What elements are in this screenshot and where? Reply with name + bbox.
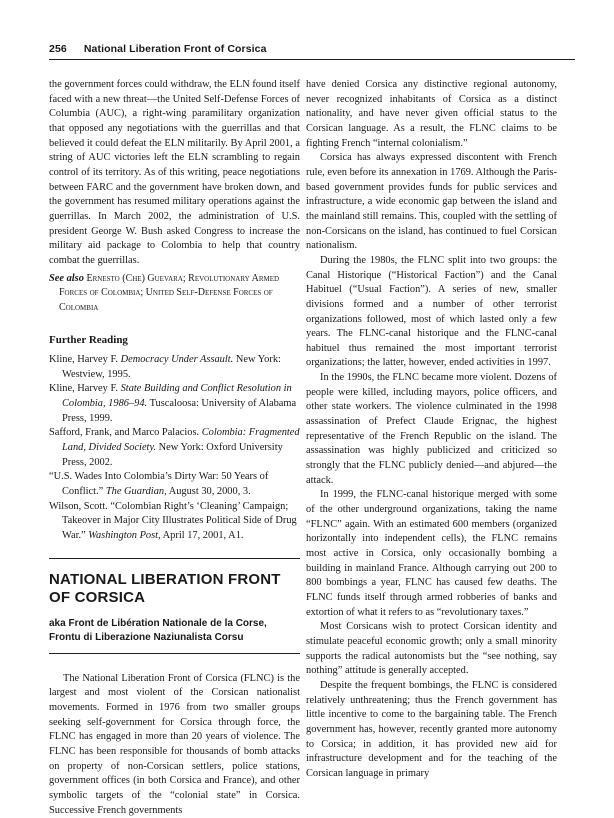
running-title: National Liberation Front of Corsica: [83, 43, 267, 55]
reference-item: Safford, Frank, and Marco Palacios. Colombia: Fragmented Land, Divided Society. New York: Oxford University Press, 2002.: [49, 427, 300, 468]
reference-list: [49, 353, 300, 544]
right-column: [306, 78, 557, 782]
left-column: [49, 78, 300, 818]
flnc-intro-paragraph: The National Liberation Front of Corsica (FLNC) is the largest and most violent of the Corsican nationalist movements. Formed in 1976 from two smaller groups seeking self-government for Corsica through force, the FLNC has engaged in more than 20 years of violence. The FLNC has been responsible for thousands of bomb attacks on property of non-Corsican settlers, police stations, government offices (in both Corsica and France), and other symbolic targets of the “colonial state” in Corsica. Successive French governments: [49, 672, 300, 816]
eln-paragraph: the government forces could withdraw, the ELN found itself faced with a new threat—the United Self-Defense Forces of Columbia (AUC), a right-wing paramilitary organization that opposed any negotiations with the guerrillas and that believed it could defeat the ELN militarily. By April 2001, a string of AUC victories left the ELN scrambling to regain control of its territory. As of this writing, peace negotiations between FARC and the government have broken down, and the government has resumed military operations against the guerrillas. In March 2002, the administration of U.S. president George W. Bush asked Congress to increase the military aid package to Colombia to help that country combat the guerrillas.: [49, 79, 300, 266]
body-paragraph: Despite the frequent bombings, the FLNC is considered relatively unthreatening; thus the French government has little incentive to come to the bargaining table. The French government has, however, recently granted more autonomy to Corsica; in addition, it has provided new aid for infrastructure development and for the teaching of the Corsican language in primary: [306, 679, 557, 779]
body-paragraph: In 1999, the FLNC-canal historique merged with some of the other underground organizations, taking the name “FLNC” again. With an estimated 600 members (organized horizontally into independent cells), the FLNC remains most active in Corsica, only occasionally bombing a building in mainland France. Although carrying out 200 to 800 bombings a year, FLNC has caused few deaths. The FLNC funds itself through armed robberies of banks and extortion of what it refers to as “revolutionary taxes.”: [306, 489, 557, 618]
body-paragraph: Corsica has always expressed discontent with French rule, even before its annexation in 1769. Although the Paris-based government provides funds for public services and infrastructure, a wide economic gap between the island and the mainland still remains. This, coupled with the settling of non-Corsicans on the island, has continued to fuel Corsican nationalism.: [306, 152, 557, 252]
header-rule: [49, 59, 575, 60]
reference-item: Kline, Harvey F. State Building and Conflict Resolution in Colombia, 1986–94. Tuscaloosa: University of Alabama Press, 1999.: [49, 383, 297, 424]
reference-item: Kline, Harvey F. Democracy Under Assault. New York: Westview, 1995.: [49, 354, 281, 380]
body-paragraph: During the 1980s, the FLNC split into two groups: the Canal Historique (“Historical Faction”) and the Canal Habituel (“Usual Faction”). A series of new, smaller divisions formed and a number of other terrorist organizations followed, most of which lasted only a few years. The FLNC-canal historique and the FLNC-canal habituel thus remained the most important terrorist organizations; the latter, however, ended activities in 1997.: [306, 254, 557, 369]
page-number: 256: [49, 43, 67, 55]
body-paragraph: In the 1990s, the FLNC became more violent. Dozens of people were killed, including mayors, police officers, and other state workers. The violence culminated in the 1998 assassination of Prefect Claude Erignac, the highest representative of the French Republic on the island. The assassination was highly publicized and criticized so strongly that the FLNC publicly denied—and abjured—the attack.: [306, 372, 557, 486]
entry-title: NATIONAL LIBERATION FRONT OF CORSICA: [49, 570, 281, 606]
entry-top-rule: [49, 558, 300, 559]
see-also-links: Ernesto (Che) Guevara; Revolutionary Armed Forces of Colombia; United Self-Defense Forces of Colombia: [59, 272, 280, 313]
reference-item: Wilson, Scott. “Colombian Right’s ‘Cleaning’ Campaign; Takeover in Major City Illustrates Political Side of Drug War.” Washington Post, April 17, 2001, A1.: [49, 500, 297, 542]
aka-names: aka Front de Libération Nationale de la Corse, Frontu di Liberazione Naziunalista Corsu: [49, 617, 267, 643]
running-head: [49, 43, 267, 55]
body-paragraph: have denied Corsica any distinctive regional autonomy, never recognized inhabitants of Corsica as a distinct nationality, and have never given official status to the Corsican language. As a result, the FLNC claims to be fighting French “internal colonialism.”: [306, 79, 557, 149]
see-also: [49, 272, 300, 316]
aka-rule: [49, 653, 300, 654]
further-reading-heading: Further Reading: [49, 333, 128, 346]
body-paragraph: Most Corsicans wish to protect Corsican identity and stimulate peaceful economic growth; only a small minority supports the radical autonomists but the “see nothing, say nothing” attitude is generally accepted.: [306, 621, 557, 677]
reference-item: “U.S. Wades Into Colombia’s Dirty War: 50 Years of Conflict.” The Guardian, August 30, 2000, 3.: [49, 471, 269, 498]
see-also-label: See also: [49, 272, 84, 284]
